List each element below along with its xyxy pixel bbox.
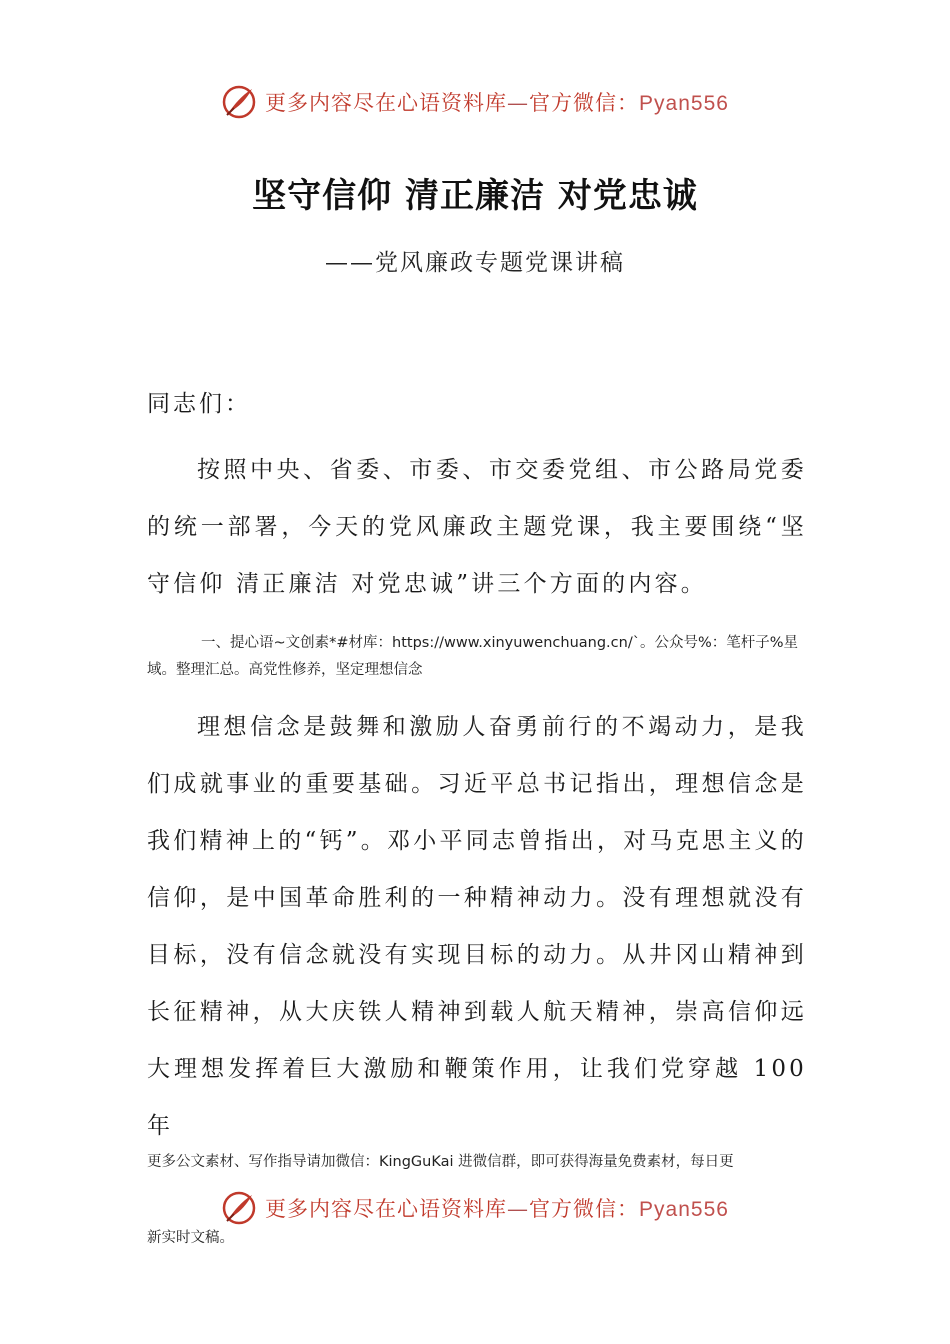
footer-watermark-banner — [0, 1190, 950, 1226]
banner-wechat-label: 官方微信： — [529, 1197, 640, 1221]
banner-separator: — — [507, 91, 530, 115]
document-subtitle: ——党风廉政专题党课讲稿 — [325, 250, 625, 276]
banner-brand: 更多内容尽在心语资料库 — [265, 91, 508, 115]
banner-text — [265, 1193, 729, 1223]
banner-wechat-id: Pyan556 — [639, 92, 729, 115]
banner-wechat-id: Pyan556 — [639, 1198, 729, 1221]
banner-wechat-label: 官方微信： — [529, 91, 640, 115]
banner-separator: — — [507, 1197, 530, 1221]
header-watermark-banner — [0, 84, 950, 120]
banner-brand: 更多内容尽在心语资料库 — [265, 1197, 508, 1221]
quill-logo-icon — [221, 84, 257, 120]
document-title: 坚守信仰 清正廉洁 对党忠诚 — [252, 176, 698, 216]
body-paragraph-1: 按照中央、省委、市委、市交委党组、市公路局党委的统一部署，今天的党风廉政主题党课，我主要围绕“坚守信仰 清正廉洁 对党忠诚”讲三个方面的内容。 — [147, 457, 807, 597]
quill-logo-icon — [221, 1190, 257, 1226]
section-heading-note: 一、提心语~文创素*#材库：https://www.xinyuwenchuang.cn/`。公众号%：笔杆子%星域。整理汇总。高党性修养，坚定理想信念 — [147, 635, 799, 678]
footer-line-1: 更多公文素材、写作指导请加微信：KingGuKai 进微信群，即可获得海量免费素材，每日更 — [147, 1154, 734, 1170]
salutation: 同志们： — [147, 391, 251, 417]
body-paragraph-2: 理想信念是鼓舞和激励人奋勇前行的不竭动力，是我们成就事业的重要基础。习近平总书记指出，理想信念是我们精神上的“钙”。邓小平同志曾指出，对马克思主义的信仰，是中国革命胜利的一种精神动力。没有理想就没有目标，没有信念就没有实现目标的动力。从井冈山精神到长征精神，从大庆铁人精神到载人航天精神，崇高信仰远大理想发挥着巨大激励和鞭策作用，让我们党穿越 100 年 — [147, 714, 807, 1139]
footer-line-2: 新实时文稿。 — [147, 1230, 234, 1246]
banner-text — [265, 87, 729, 117]
